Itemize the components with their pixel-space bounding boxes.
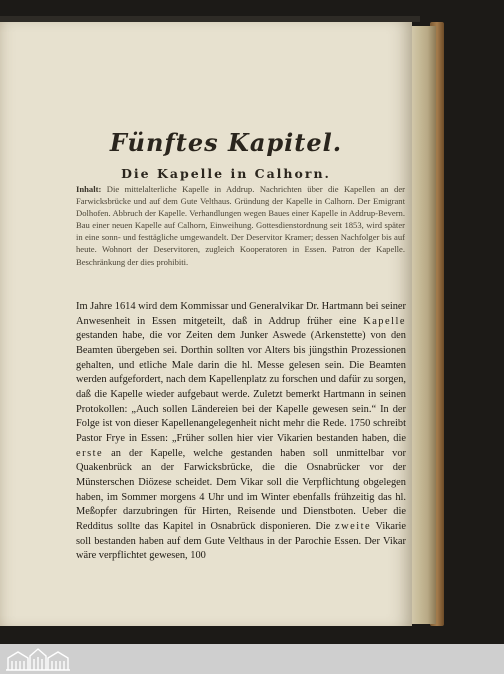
emphasis-erste: erste [76,447,104,459]
footer-bar [0,644,504,674]
body-text-part: Im Jahre 1614 wird dem Kommissar und Generalvikar Dr. Hartmann bei seiner Anwesenheit in Essen mitgeteilt, daß in Addrup früher eine [76,301,406,327]
page-stack-edge [408,26,436,624]
library-building-logo-icon [4,646,72,672]
chapter-title: Fünftes Kapitel. [109,128,343,157]
summary-label: Inhalt: [76,184,102,194]
page-number: 100 [190,550,206,562]
body-text-part: an der Kapelle, welche gestanden haben soll unmittelbar vor Quakenbrück an der Farwicksbrücke, die die Osnabrücker vor der Münsterschen Diözese scheidet. Dem Vikar soll die Verpflichtung obgelegen haben, im Sommer morgens 4 Uhr und im Winter ebenfalls frühzeitig das hl. Meßopfer darzubringen für Hirten, Reisende und Dienstboten. Ueber die Redditus sollte das Kapitel in Osnabrück disponieren. Die [76,447,406,532]
body-paragraph [76,300,406,564]
emphasis-kapelle: Kapelle [363,315,406,327]
summary-text: Die mittelalterliche Kapelle in Addrup. Nachrichten über die Kapellen an der Farwicksbrücke und auf dem Gute Velthaus. Gründung der Kapelle in Calhorn. Der Emigrant Dolhofen. Abbruch der Kapelle. Verhandlungen wegen Baues einer Kapelle in Addrup-Bevern. Bau einer neuen Kapelle auf Calhorn, Einweihung. Gottesdienstordnung seit 1853, wird später in eine sonn- und festtägliche umgewandelt. Der Deservitor Kramer; dessen Nachfolger bis auf heute. Wohnort der Deservitoren, zugleich Kooperatoren in Essen. Patron der Kapelle. Beschränkung der dies prohibiti. [76,184,405,267]
chapter-summary [76,183,405,268]
body-text-part: Vikarie soll bestanden haben auf dem Gute Velthaus in der Parochie Essen. Der Vikar wäre verpflichtet gewesen, [76,520,406,562]
emphasis-zweite: zweite [335,520,372,532]
body-text-part: gestanden habe, die vor Zeiten dem Junker Aswede (Arkenstette) von den Beamten übergeben sei. Dorthin sollten vor Alters bis jüngsthin Prozessionen gehalten, und etliche Male darin die hl. Messe gelesen sein. Die Beamten werden aufgefordert, nach dem Kapellenplatz zu forschen und dafür zu sorgen, daß die Kapelle wieder aufgebaut werde. Zuletzt bemerkt Hartmann in seinen Protokollen: „Auch sollen Ländereien bei der Kapelle gewesen sein.“ In der Folge ist von dieser Kapellenangelegenheit nicht mehr die Rede. 1750 schreibt Pastor Frye in Essen: „Früher sollen hier vier Vikarien bestanden haben, die [76,330,406,444]
section-title: Die Kapelle in Calhorn. [121,166,331,181]
